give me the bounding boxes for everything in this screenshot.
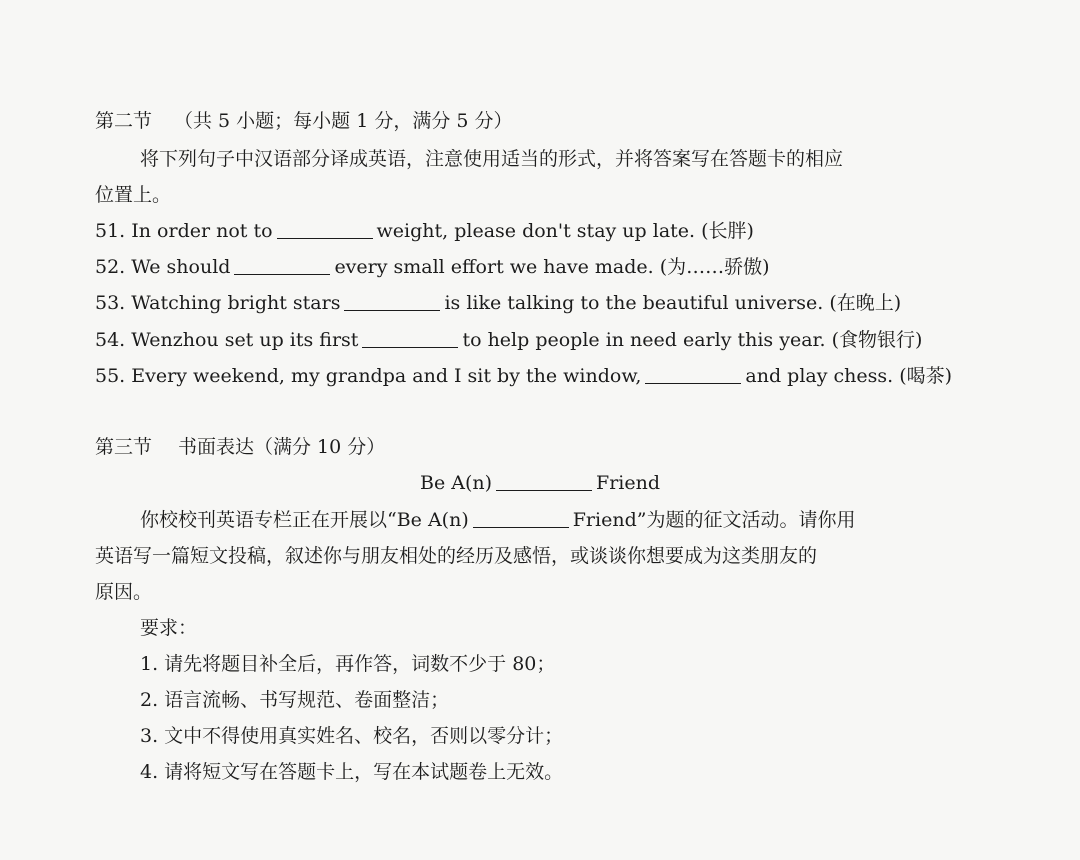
question-text-before: Wenzhou set up its first [131,329,359,351]
essay-prompt-line1 [140,506,1080,534]
answer-blank[interactable] [362,329,458,348]
question-51 [95,217,1080,245]
essay-title-before: Be A(n) [419,472,493,494]
requirement-item-1: 1. 请先将题目补全后，再作答，词数不少于 80； [140,653,556,675]
section3-heading [95,433,1080,461]
question-52 [95,253,1080,281]
question-text-after: every small effort we have made. (为……骄傲) [334,256,770,278]
section2-heading [95,107,1080,135]
answer-blank[interactable] [344,292,440,311]
essay-title-after: Friend [596,472,661,494]
section2-instruction-line1: 将下列句子中汉语部分译成英语，注意使用适当的形式，并将答案写在答题卡的相应 [140,148,844,170]
section2-instruction-line2: 位置上。 [95,184,172,206]
question-number: 51. [95,220,126,242]
requirement-item-4: 4. 请将短文写在答题卡上，写在本试题卷上无效。 [140,761,564,783]
essay-prompt-line3: 原因。 [95,581,153,603]
section2-heading-label: 第二节 [95,110,153,132]
question-number: 55. [95,365,126,387]
question-text-after: weight, please don't stay up late. (长胖) [376,220,754,242]
prompt-text-before: 你校校刊英语专栏正在开展以“Be A(n) [140,509,469,531]
essay-title-blank[interactable] [496,472,592,491]
question-54 [95,326,1080,354]
answer-blank[interactable] [645,365,741,384]
answer-blank[interactable] [234,256,330,275]
section3-heading-title: 书面表达（满分 10 分） [178,436,386,458]
question-text-before: We should [131,256,231,278]
prompt-text-after: Friend”为题的征文活动。请你用 [572,509,856,531]
question-number: 53. [95,292,126,314]
question-55 [95,362,1080,390]
prompt-blank [473,509,569,528]
question-number: 54. [95,329,126,351]
question-text-before: In order not to [131,220,273,242]
answer-blank[interactable] [277,220,373,239]
requirements-label: 要求： [140,617,198,639]
section3-heading-label: 第三节 [95,436,153,458]
question-number: 52. [95,256,126,278]
essay-title [0,469,1080,497]
question-text-before: Every weekend, my grandpa and I sit by the window, [131,365,642,387]
question-text-after: and play chess. (喝茶) [745,365,953,387]
question-53 [95,289,1080,317]
question-text-before: Watching bright stars [131,292,341,314]
requirement-item-2: 2. 语言流畅、书写规范、卷面整洁； [140,689,450,711]
question-text-after: is like talking to the beautiful universe. (在晚上) [444,292,902,314]
section2-heading-note: （共 5 小题；每小题 1 分，满分 5 分） [174,110,513,132]
essay-prompt-line2: 英语写一篇短文投稿，叙述你与朋友相处的经历及感悟，或谈谈你想要成为这类朋友的 [95,545,818,567]
question-text-after: to help people in need early this year. (食物银行) [462,329,923,351]
requirement-item-3: 3. 文中不得使用真实姓名、校名，否则以零分计； [140,725,564,747]
